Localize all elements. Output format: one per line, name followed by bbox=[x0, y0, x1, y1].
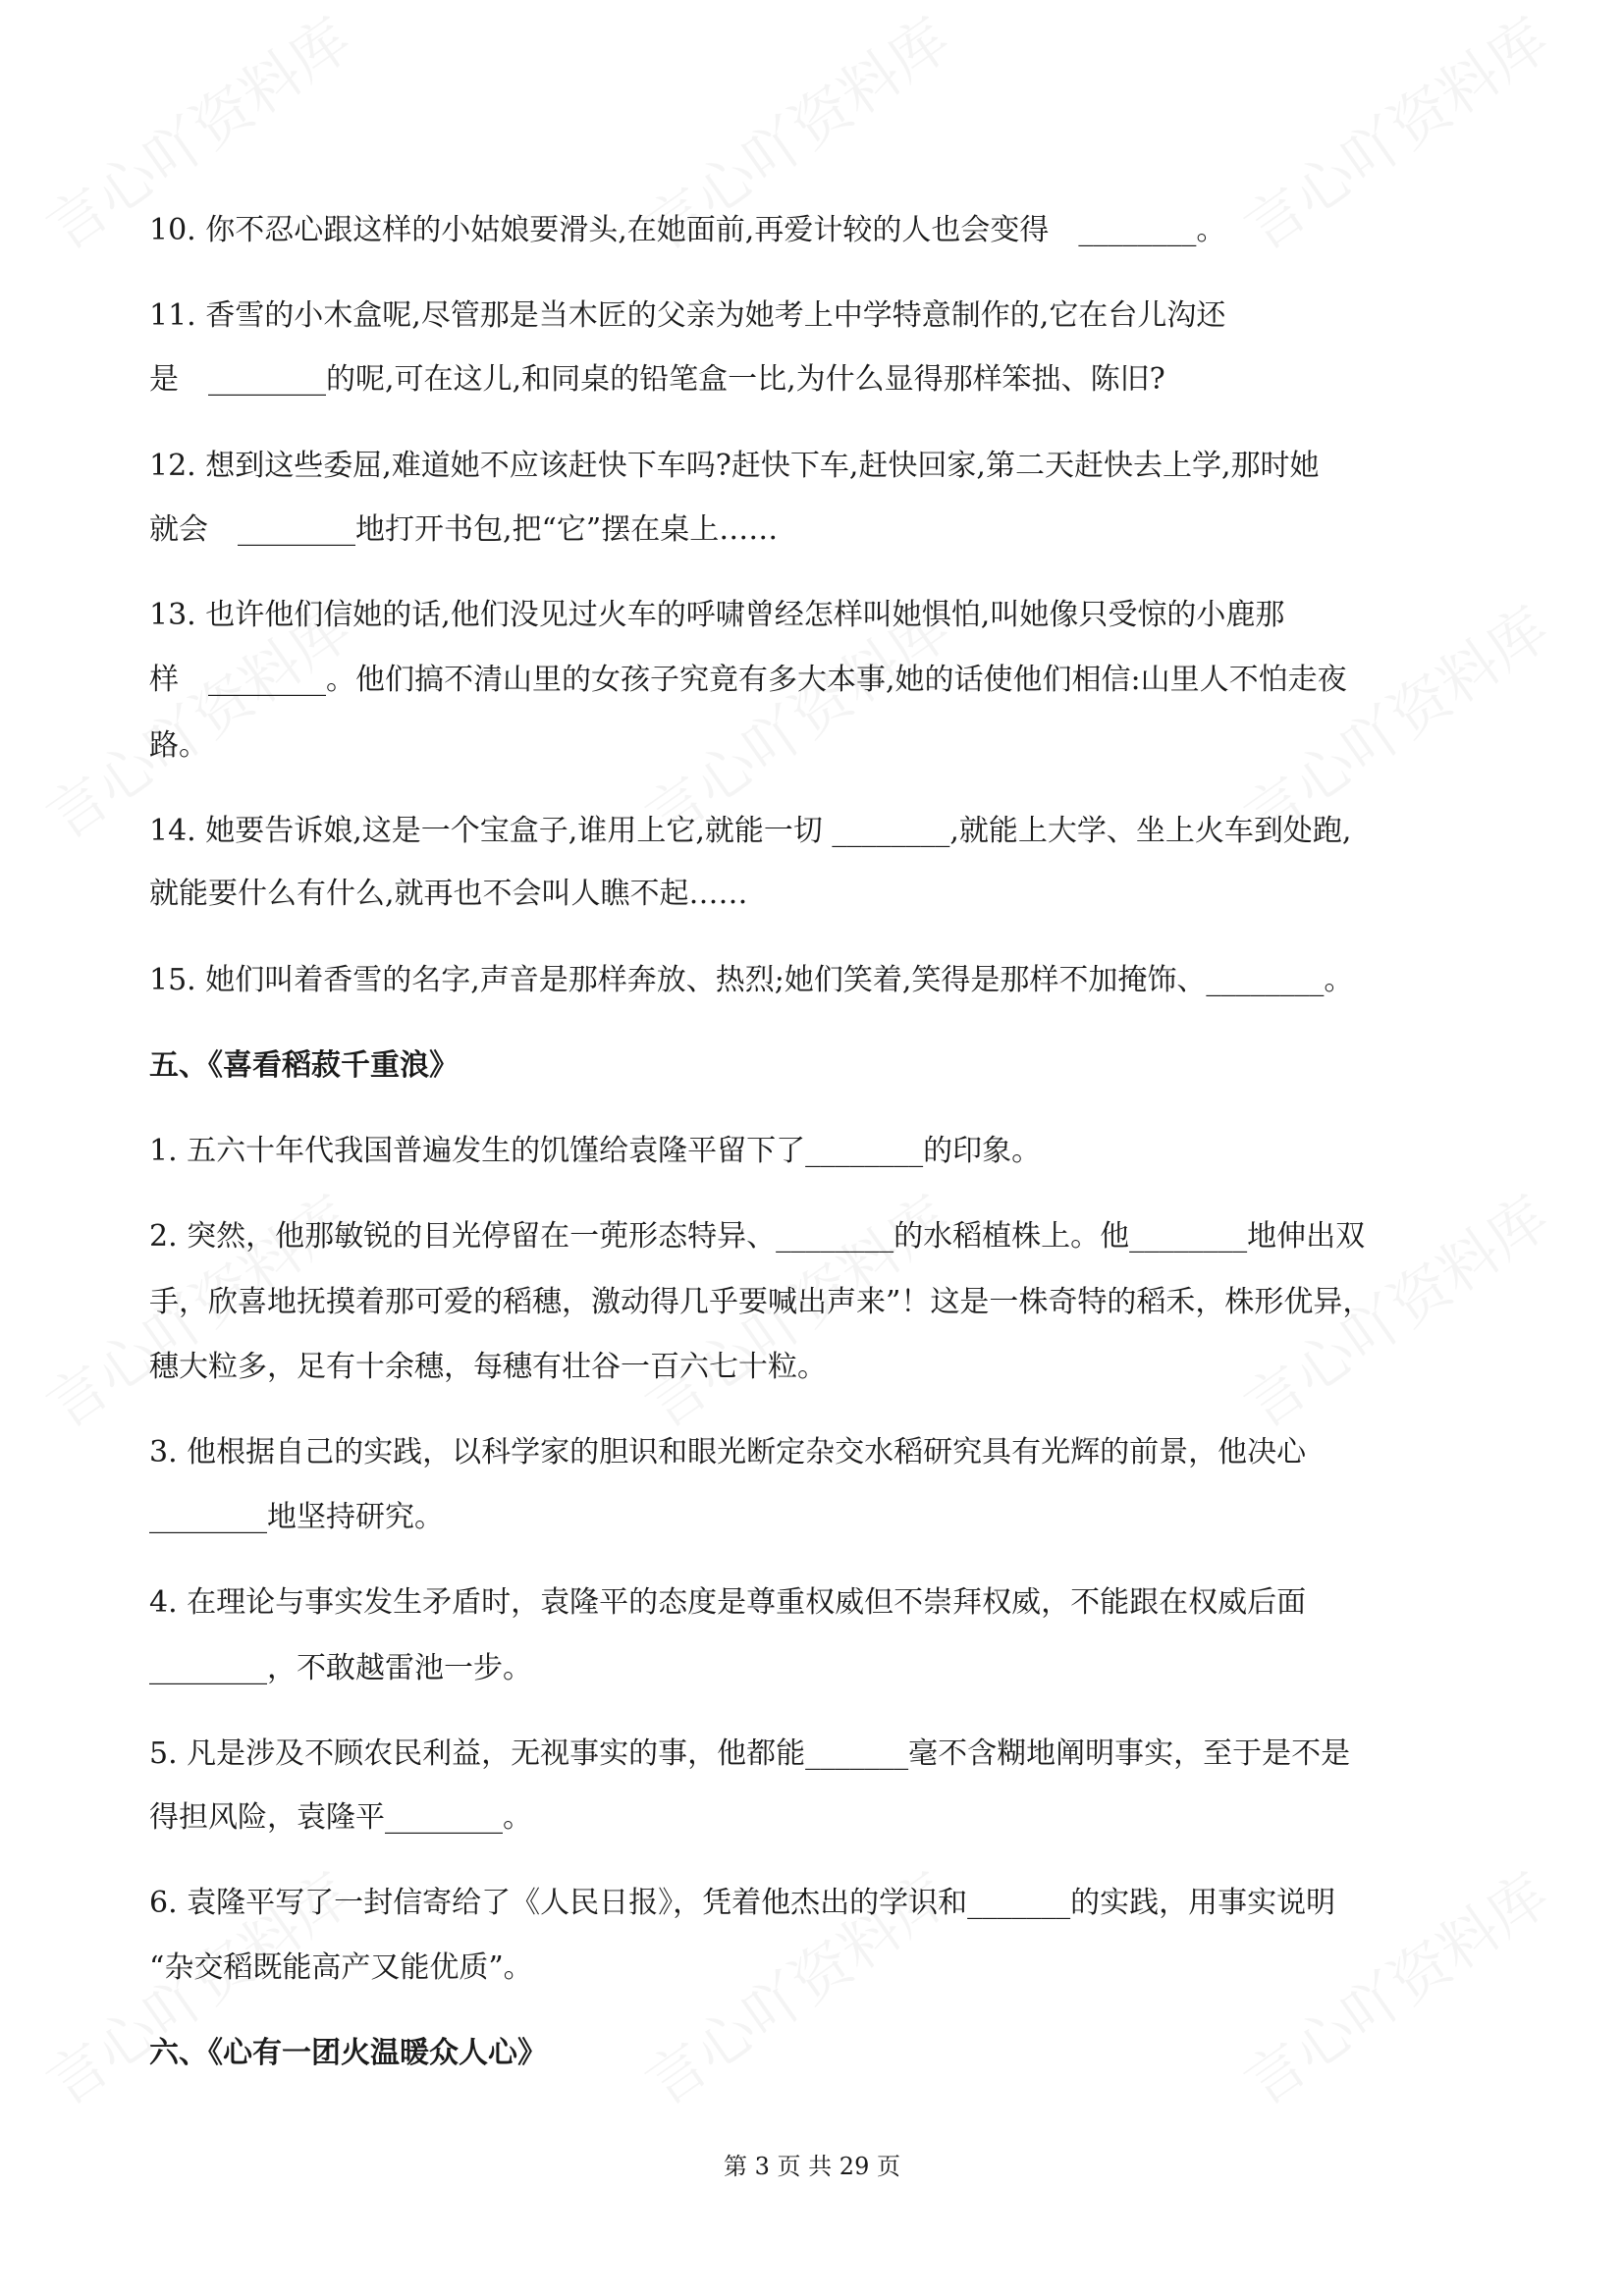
question-10-line-1: 10. 你不忍心跟这样的小姑娘要滑头,在她面前,再爱计较的人也会变得 ________。 bbox=[149, 213, 1226, 247]
question-15-line-1: 15. 她们叫着香雪的名字,声音是那样奔放、热烈;她们笑着,笑得是那样不加掩饰、________。 bbox=[149, 963, 1354, 997]
question-11-line-1: 11. 香雪的小木盒呢,尽管那是当木匠的父亲为她考上中学特意制作的,它在台儿沟还 bbox=[149, 298, 1226, 333]
s5-question-1: 1. 五六十年代我国普遍发生的饥馑给袁隆平留下了________的印象。 bbox=[149, 1134, 1042, 1168]
s5-question-4-line-2: ________，不敢越雷池一步。 bbox=[149, 1651, 532, 1685]
question-11-line-2: 是 ________的呢,可在这儿,和同桌的铅笔盒一比,为什么显得那样笨拙、陈旧? bbox=[149, 362, 1165, 397]
s5-question-2-line-2: 手，欣喜地抚摸着那可爱的稻穗，激动得几乎要喊出声来”！这是一株奇特的稻禾，株形优异， bbox=[149, 1285, 1373, 1319]
s5-question-2-line-1: 2. 突然，他那敏锐的目光停留在一蔸形态特异、________的水稻植株上。他________地伸出双 bbox=[149, 1219, 1366, 1254]
section-6-heading: 六、《心有一团火温暖众人心》 bbox=[149, 2036, 547, 2070]
question-14-line-1: 14. 她要告诉娘,这是一个宝盒子,谁用上它,就能一切 ________,就能上大学、坐上火车到处跑, bbox=[149, 814, 1352, 848]
s5-question-6-line-2: “杂交稻既能高产又能优质”。 bbox=[149, 1950, 533, 1985]
question-12-line-2: 就会 ________地打开书包,把“它”摆在桌上…… bbox=[149, 512, 779, 547]
s5-question-5-line-2: 得担风险，袁隆平________。 bbox=[149, 1800, 532, 1835]
question-13-line-1: 13. 也许他们信她的话,他们没见过火车的呼啸曾经怎样叫她惧怕,叫她像只受惊的小鹿那 bbox=[149, 598, 1285, 632]
question-13-line-2: 样 ________。他们搞不清山里的女孩子究竟有多大本事,她的话使他们相信:山里人不怕走夜 bbox=[149, 663, 1347, 697]
s5-question-3-line-2: ________地坚持研究。 bbox=[149, 1500, 444, 1534]
section-5-heading: 五、《喜看稻菽千重浪》 bbox=[149, 1048, 459, 1083]
s5-question-3-line-1: 3. 他根据自己的实践，以科学家的胆识和眼光断定杂交水稻研究具有光辉的前景，他决心 bbox=[149, 1435, 1307, 1469]
watermark-text bbox=[1225, 0, 1563, 266]
question-12-line-1: 12. 想到这些委屈,难道她不应该赶快下车吗?赶快下车,赶快回家,第二天赶快去上学,那时她 bbox=[149, 449, 1320, 483]
s5-question-5-line-1: 5. 凡是涉及不顾农民利益，无视事实的事，他都能_______毫不含糊地阐明事实，至于是不是 bbox=[149, 1736, 1351, 1771]
s5-question-4-line-1: 4. 在理论与事实发生矛盾时，袁隆平的态度是尊重权威但不崇拜权威，不能跟在权威后面 bbox=[149, 1585, 1307, 1620]
question-13-line-3: 路。 bbox=[149, 728, 208, 763]
question-14-line-2: 就能要什么有什么,就再也不会叫人瞧不起…… bbox=[149, 877, 748, 911]
s5-question-6-line-1: 6. 袁隆平写了一封信寄给了《人民日报》，凭着他杰出的学识和_______的实践，用事实说明 bbox=[149, 1886, 1336, 1920]
s5-question-2-line-3: 穗大粒多，足有十余穗，每穗有壮谷一百六七十粒。 bbox=[149, 1350, 827, 1384]
page-number-footer: 第 3 页 共 29 页 bbox=[724, 2153, 900, 2180]
